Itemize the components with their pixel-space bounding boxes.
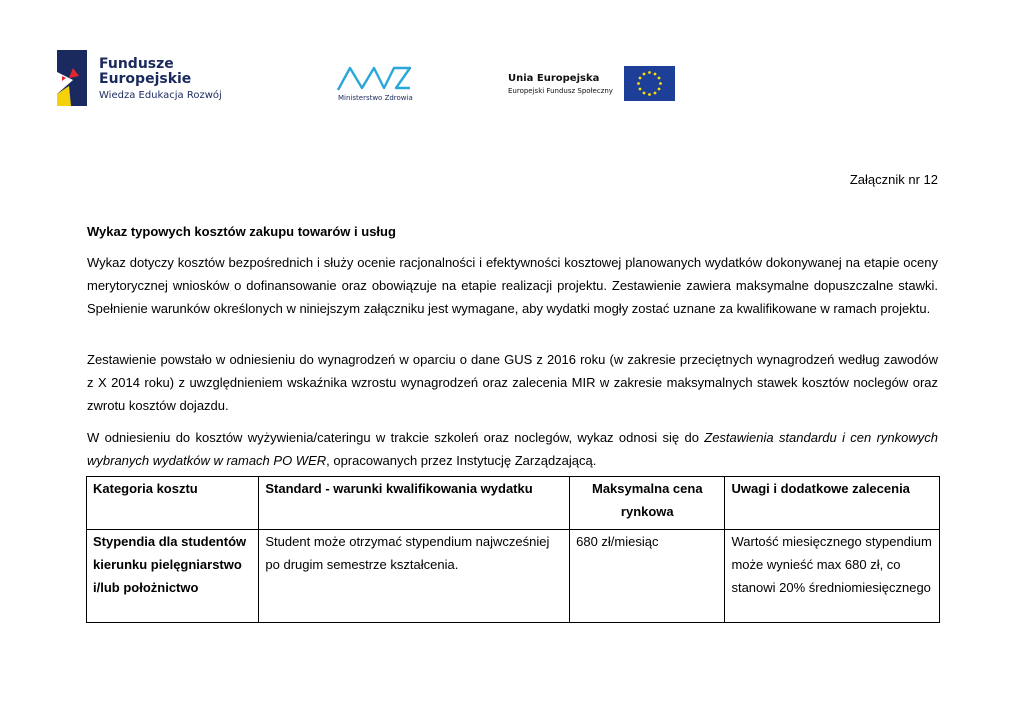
paragraph-scope: Wykaz dotyczy kosztów bezpośrednich i służy ocenie racjonalności i efektywności kosztowej planowanych wydatków dokonywanej na etapie oceny merytorycznej wniosków o dofinansowanie oraz obowiązuje na etapie realizacji projektu. Zestawienie zawiera maksymalne dopuszczalne stawki. Spełnienie warunków określonych w niniejszym załączniku jest wymagane, aby wydatki mogły zostać uznane za kwalifikowane w ramach projektu. xyxy=(87,255,938,316)
eu-line1: Unia Europejska xyxy=(508,73,600,84)
ministry-name: Ministerstwo Zdrowia xyxy=(338,94,413,102)
header-logos xyxy=(0,0,1024,120)
eu-flag-icon xyxy=(624,66,675,101)
header-standard: Standard - warunki kwalifikowania wydatku xyxy=(259,477,570,530)
header-category: Kategoria kosztu xyxy=(87,477,259,530)
table-row xyxy=(87,530,940,623)
cell-price: 680 zł/miesiąc xyxy=(570,530,725,623)
attachment-number: Załącznik nr 12 xyxy=(849,172,938,187)
paragraph-catering xyxy=(87,426,938,472)
paragraph-catering-italic: Zestawienia standardu i cen rynkowych wybranych wydatków w ramach PO WER xyxy=(87,430,939,468)
fundusze-logo-text xyxy=(99,57,222,104)
fundusze-europejskie-logo xyxy=(57,50,87,106)
cell-standard: Student może otrzymać stypendium najwcześniej po drugim semestrze kształcenia. xyxy=(259,530,570,623)
eu-logo-text xyxy=(508,72,613,97)
fundusze-line2: Europejskie xyxy=(99,71,192,87)
document-title: Wykaz typowych kosztów zakupu towarów i usług xyxy=(87,224,396,239)
cell-notes: Wartość miesięcznego stypendium może wynieść max 680 zł, co stanowi 20% średniomiesięcznego xyxy=(725,530,940,623)
cost-table xyxy=(86,476,940,623)
ministry-of-health-logo xyxy=(336,64,412,92)
fundusze-line1: Fundusze xyxy=(99,56,174,72)
table-header-row xyxy=(87,477,940,530)
paragraph-catering-suffix: , opracowanych przez Instytucję Zarządzającą. xyxy=(326,453,597,468)
header-notes: Uwagi i dodatkowe zalecenia xyxy=(725,477,940,530)
paragraph-catering-prefix: W odniesieniu do kosztów wyżywienia/cateringu w trakcie szkoleń oraz noclegów, wykaz odnosi się do xyxy=(87,430,705,445)
eu-line2: Europejski Fundusz Społeczny xyxy=(508,87,613,95)
cell-category: Stypendia dla studentów kierunku pielęgniarstwo i/lub położnictwo xyxy=(87,530,259,623)
header-max-price: Maksymalna cena rynkowa xyxy=(570,477,725,530)
fundusze-line3: Wiedza Edukacja Rozwój xyxy=(99,90,222,101)
paragraph-source: Zestawienie powstało w odniesieniu do wynagrodzeń w oparciu o dane GUS z 2016 roku (w zakresie przeciętnych wynagrodzeń według zawodów z X 2014 roku) z uwzględnieniem wskaźnika wzrostu wynagrodzeń oraz zalecenia MIR w zakresie maksymalnych stawek kosztów noclegów oraz zwrotu kosztów dojazdu. xyxy=(87,352,938,413)
